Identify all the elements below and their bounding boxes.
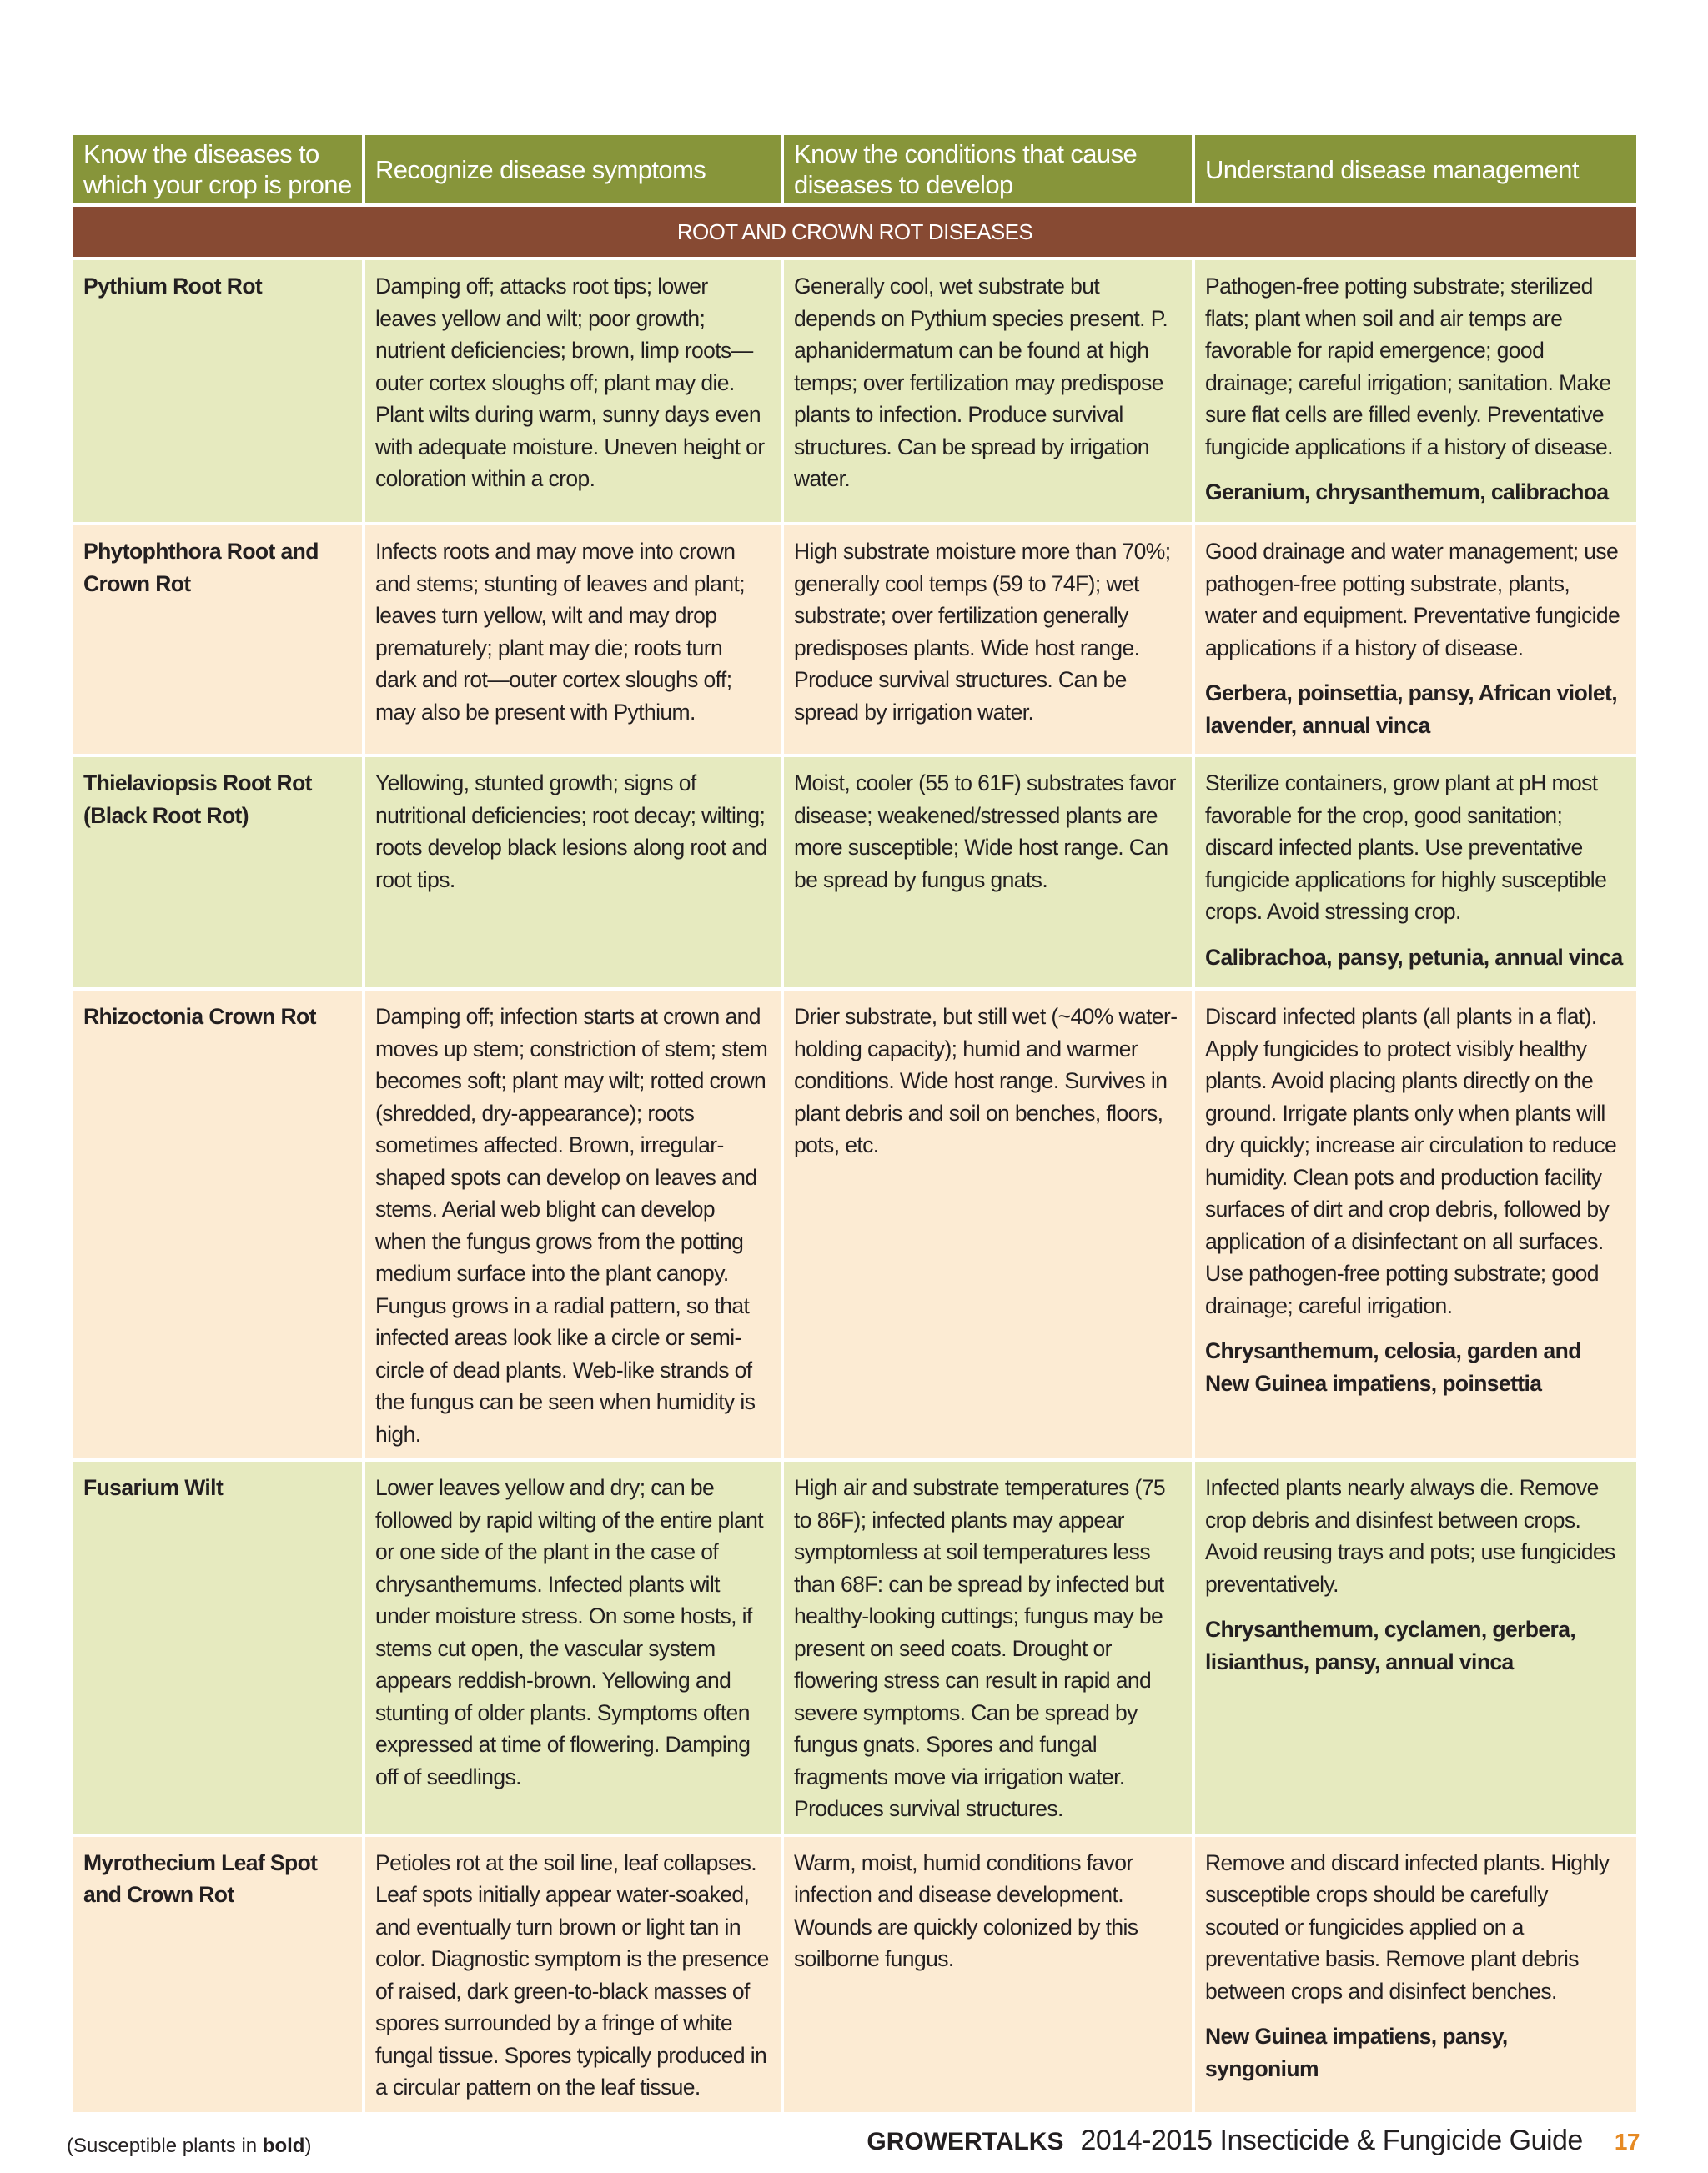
footnote-prefix: (Susceptible plants in <box>67 2135 263 2157</box>
table-row <box>72 258 1638 524</box>
susceptible-plants: Geranium, chrysanthemum, calibrachoa <box>1205 479 1609 504</box>
table-row <box>72 1835 1638 2114</box>
symptoms-cell: Yellowing, stunted growth; signs of nutritional deficiencies; root decay; wilting; roots develop black lesions along root and root tips. <box>364 755 782 989</box>
susceptible-plants: Chrysanthemum, celosia, garden and New Guinea impatiens, poinsettia <box>1205 1338 1581 1396</box>
management-text: Pathogen-free potting substrate; sterilized flats; plant when soil and air temps are favorable for rapid emergence; good drainage; careful irrigation; sanitation. Make sure flat cells are filled evenly. Preventative fungicide applications if a history of disease. <box>1205 274 1613 459</box>
management-cell <box>1193 1460 1638 1835</box>
disease-table <box>70 132 1640 2115</box>
management-text: Infected plants nearly always die. Remove crop debris and disinfest between crops. Avoid reusing trays and pots; use fungicides preventatively. <box>1205 1475 1615 1597</box>
section-row <box>72 205 1638 258</box>
management-text: Discard infected plants (all plants in a flat). Apply fungicides to protect visibly healthy plants. Avoid placing plants directly on the ground. Irrigate plants only when plants will dry quickly; increase air circulation to reduce humidity. Clean pots and production facility surfaces of dirt and crop debris, followed by application of a disinfectant on all surfaces. Use pathogen-free potting substrate; good drainage; careful irrigation. <box>1205 1004 1617 1318</box>
disease-name: Fusarium Wilt <box>72 1460 364 1835</box>
guide-title: 2014-2015 Insecticide & Fungicide Guide <box>1080 2125 1583 2156</box>
header-symptoms: Recognize disease symptoms <box>364 133 782 205</box>
conditions-cell: Drier substrate, but still wet (~40% water-holding capacity); humid and warmer conditions. Wide host range. Survives in plant debris and soil on benches, floors, pots, etc. <box>782 989 1193 1460</box>
management-cell <box>1193 258 1638 524</box>
symptoms-cell: Petioles rot at the soil line, leaf collapses. Leaf spots initially appear water-soaked, and eventually turn brown or light tan in color. Diagnostic symptom is the presence of raised, dark green-to-black masses of spores surrounded by a fringe of white fungal tissue. Spores typically produced in a circular pattern on the leaf tissue. <box>364 1835 782 2114</box>
conditions-cell: High air and substrate temperatures (75 to 86F); infected plants may appear symptomless at soil temperatures less than 68F: can be spread by infected but healthy-looking cuttings; fungus may be present on seed coats. Drought or flowering stress can result in rapid and severe symptoms. Can be spread by fungus gnats. Spores and fungal fragments move via irrigation water. Produces survival structures. <box>782 1460 1193 1835</box>
susceptible-plants: Chrysanthemum, cyclamen, gerbera, lisianthus, pansy, annual vinca <box>1205 1617 1576 1674</box>
table-row <box>72 989 1638 1460</box>
footnote-suffix: ) <box>304 2135 312 2157</box>
conditions-cell: Warm, moist, humid conditions favor infection and disease development. Wounds are quickly colonized by this soilborne fungus. <box>782 1835 1193 2114</box>
management-cell <box>1193 989 1638 1460</box>
table-row <box>72 1460 1638 1835</box>
footnote-bold: bold <box>262 2135 305 2157</box>
symptoms-cell: Damping off; infection starts at crown and moves up stem; constriction of stem; stem becomes soft; plant may wilt; rotted crown (shredded, dry-appearance); roots sometimes affected. Brown, irregular-shaped spots can develop on leaves and stems. Aerial web blight can develop when the fungus grows from the potting medium surface into the plant canopy. Fungus grows in a radial pattern, so that infected areas look like a circle or semi-circle of dead plants. Web-like strands of the fungus can be seen when humidity is high. <box>364 989 782 1460</box>
header-row <box>72 133 1638 205</box>
disease-name: Phytophthora Root and Crown Rot <box>72 524 364 755</box>
brand-name: GROWERTALKS <box>867 2128 1064 2155</box>
management-text: Good drainage and water management; use pathogen-free potting substrate, plants, water and equipment. Preventative fungicide applications if a history of disease. <box>1205 539 1620 660</box>
management-text: Sterilize containers, grow plant at pH most favorable for the crop, good sanitation; discard infected plants. Use preventative fungicide applications for highly susceptible crops. Avoid stressing crop. <box>1205 770 1607 924</box>
footnote <box>67 2135 311 2158</box>
disease-name: Thielaviopsis Root Rot (Black Root Rot) <box>72 755 364 989</box>
management-cell <box>1193 1835 1638 2114</box>
table-row <box>72 755 1638 989</box>
conditions-cell: Generally cool, wet substrate but depends on Pythium species present. P. aphanidermatum can be found at high temps; over fertilization may predispose plants to infection. Produce survival structures. Can be spread by irrigation water. <box>782 258 1193 524</box>
page-footer <box>867 2125 1640 2157</box>
management-text: Remove and discard infected plants. Highly susceptible crops should be carefully scouted or fungicides applied on a preventative basis. Remove plant debris between crops and disinfect benches. <box>1205 1849 1610 2004</box>
section-title: ROOT AND CROWN ROT DISEASES <box>72 205 1638 258</box>
symptoms-cell: Damping off; attacks root tips; lower leaves yellow and wilt; poor growth; nutrient deficiencies; brown, limp roots—outer cortex sloughs off; plant may die. Plant wilts during warm, sunny days even with adequate moisture. Uneven height or coloration within a crop. <box>364 258 782 524</box>
header-management: Understand disease management <box>1193 133 1638 205</box>
symptoms-cell: Lower leaves yellow and dry; can be followed by rapid wilting of the entire plant or one side of the plant in the case of chrysanthemums. Infected plants wilt under moisture stress. On some hosts, if stems cut open, the vascular system appears reddish-brown. Yellowing and stunting of older plants. Symptoms often expressed at time of flowering. Damping off of seedlings. <box>364 1460 782 1835</box>
conditions-cell: Moist, cooler (55 to 61F) substrates favor disease; weakened/stressed plants are more susceptible; Wide host range. Can be spread by fungus gnats. <box>782 755 1193 989</box>
symptoms-cell: Infects roots and may move into crown and stems; stunting of leaves and plant; leaves turn yellow, wilt and may drop prematurely; plant may die; roots turn dark and rot—outer cortex sloughs off; may also be present with Pythium. <box>364 524 782 755</box>
susceptible-plants: New Guinea impatiens, pansy, syngonium <box>1205 2024 1508 2081</box>
table-row <box>72 524 1638 755</box>
management-cell <box>1193 524 1638 755</box>
header-diseases: Know the diseases to which your crop is prone <box>72 133 364 205</box>
conditions-cell: High substrate moisture more than 70%; generally cool temps (59 to 74F); wet substrate; over fertilization generally predisposes plants. Wide host range. Produce survival structures. Can be spread by irrigation water. <box>782 524 1193 755</box>
susceptible-plants: Calibrachoa, pansy, petunia, annual vinca <box>1205 944 1623 970</box>
susceptible-plants: Gerbera, poinsettia, pansy, African violet, lavender, annual vinca <box>1205 680 1618 738</box>
page-number: 17 <box>1614 2129 1640 2155</box>
management-cell <box>1193 755 1638 989</box>
disease-name: Myrothecium Leaf Spot and Crown Rot <box>72 1835 364 2114</box>
header-conditions: Know the conditions that cause diseases to develop <box>782 133 1193 205</box>
disease-name: Rhizoctonia Crown Rot <box>72 989 364 1460</box>
disease-name: Pythium Root Rot <box>72 258 364 524</box>
